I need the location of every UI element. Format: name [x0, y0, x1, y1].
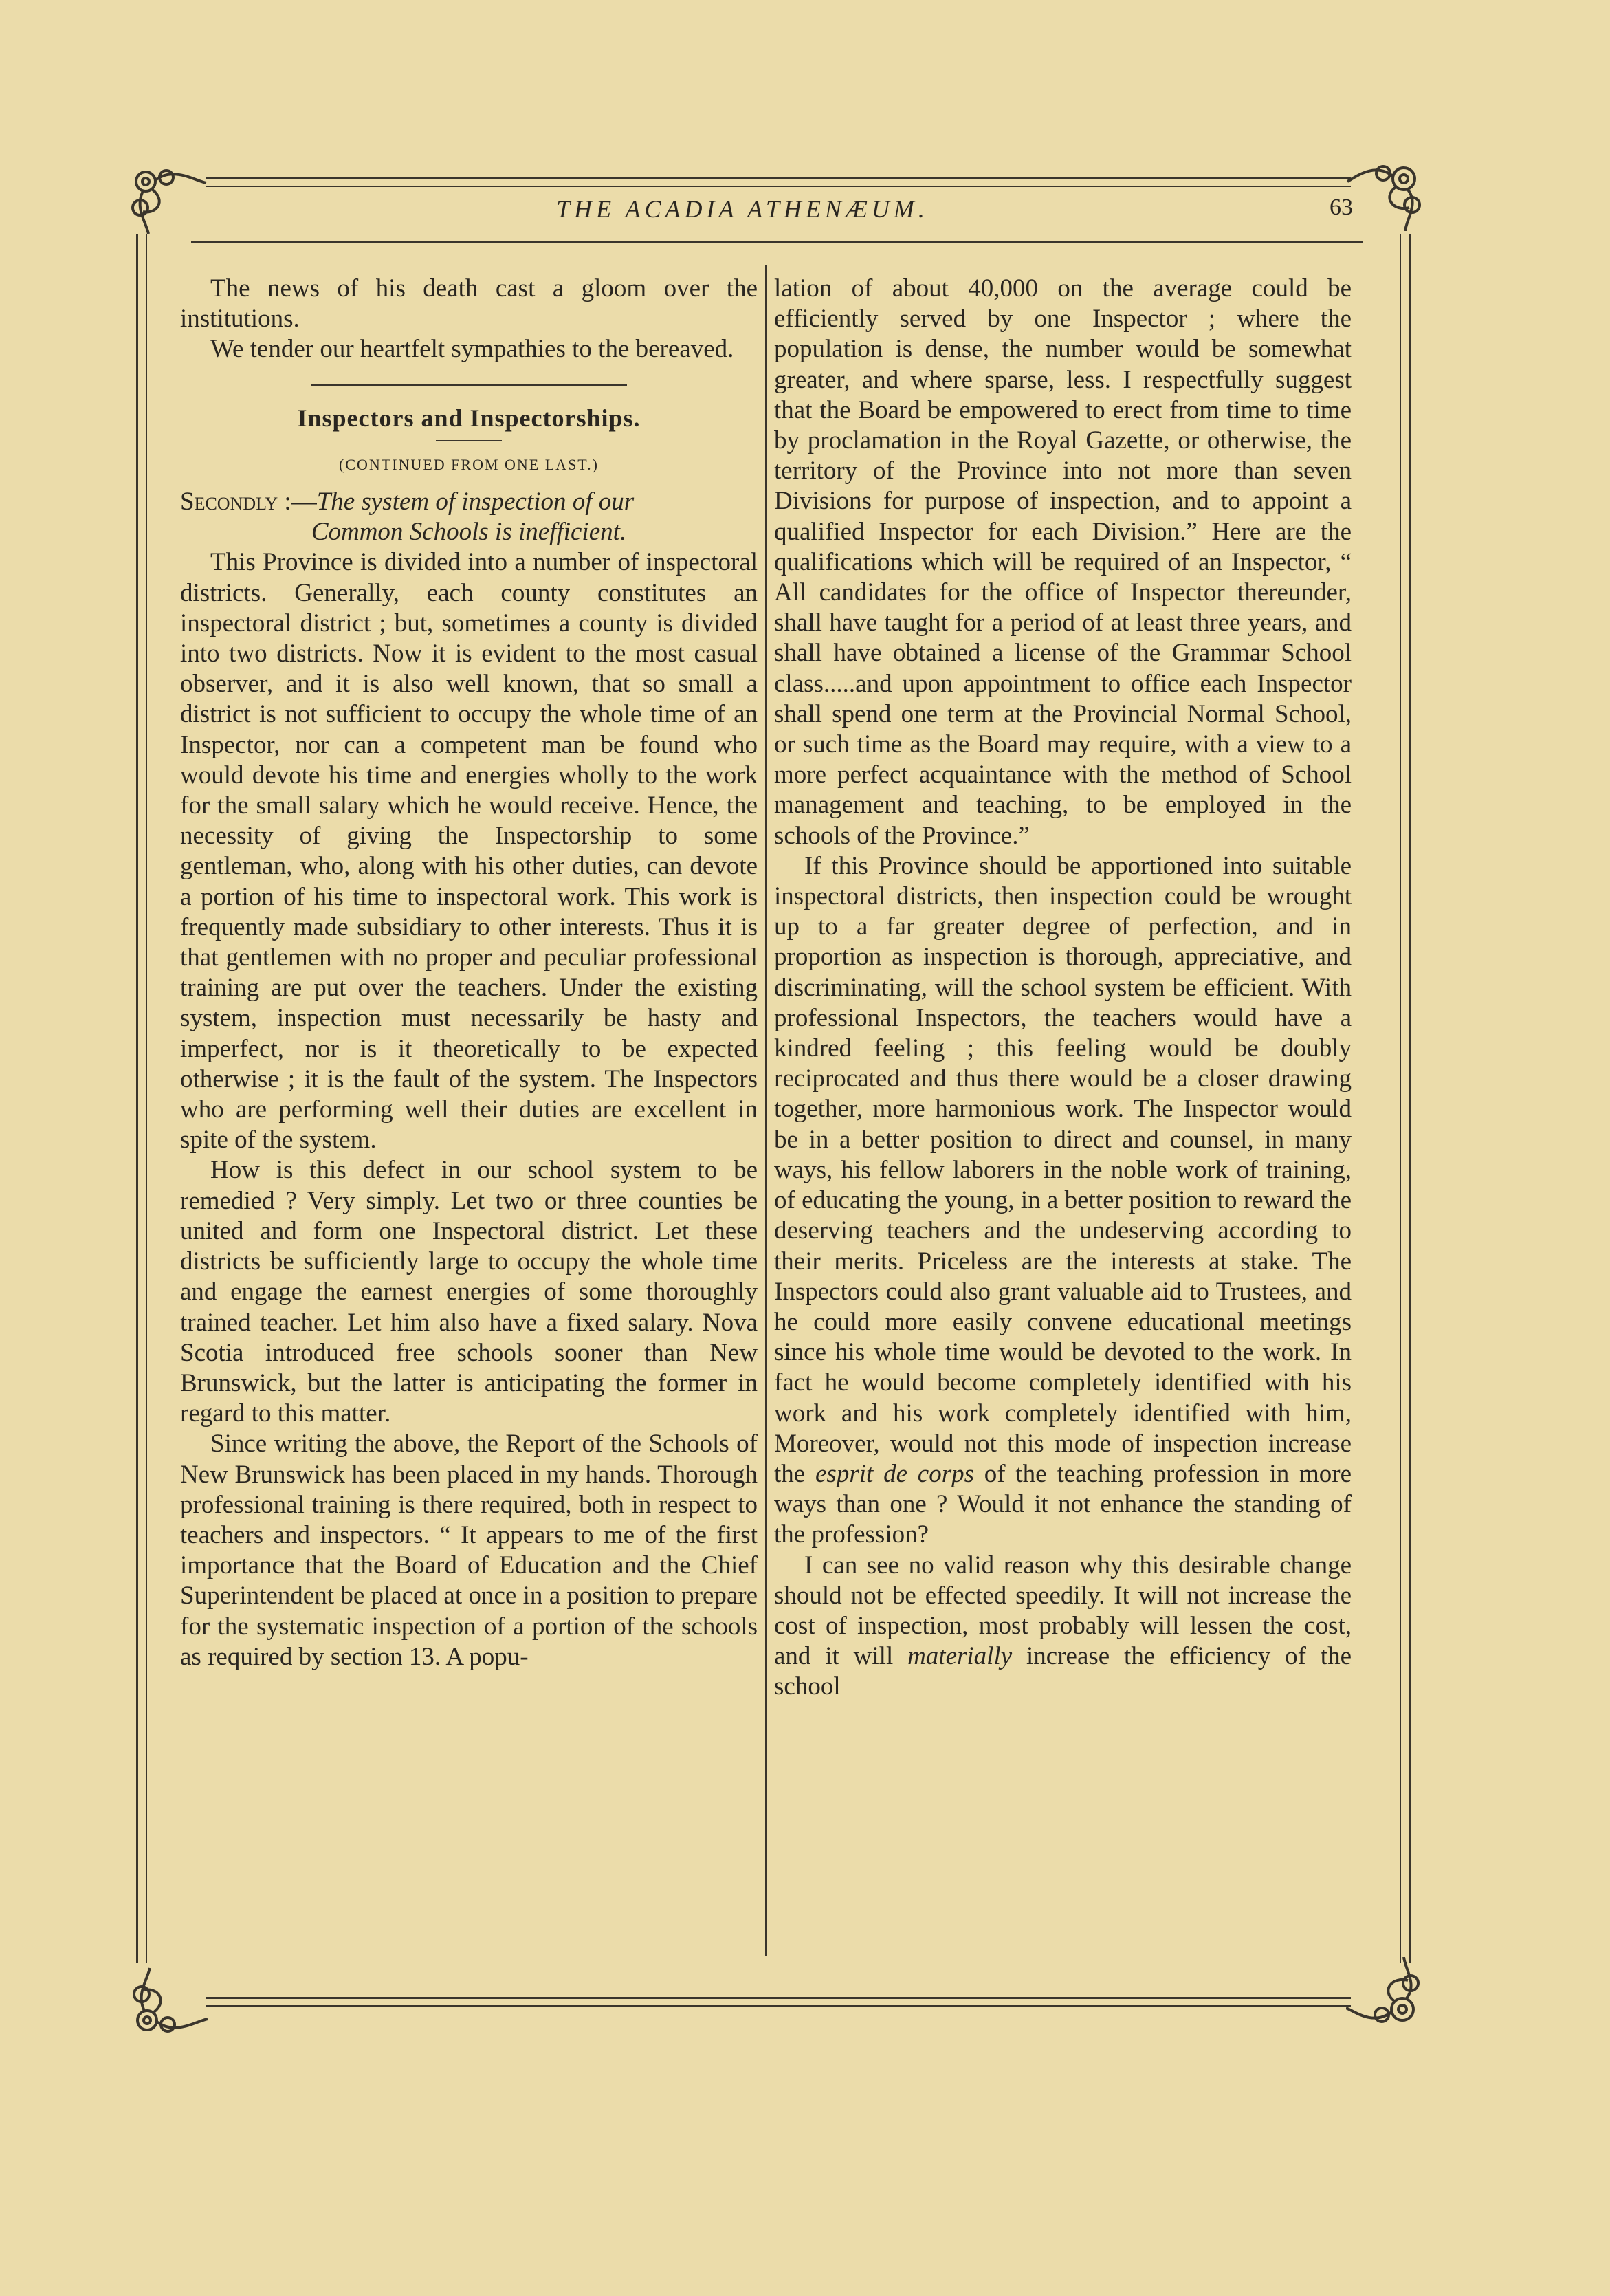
left-column: [180, 274, 758, 1958]
bottom-border-rule-outer: [206, 1997, 1351, 1999]
right-paragraph-2-start: If this Province should be apportioned into suitable inspectoral districts, then inspection could be wrought up to a far greater degree of perfection, and in proportion as inspection is thorough, appreciative, and discriminating, will the school system be efficient. With professional Inspectors, the teachers would have a kindred feeling ; this feeling would be doubly reciprocated and thus there would be a closer drawing together, more harmonious work. The Inspector would be in a better position to direct and counsel, in many ways, his fellow laborers in the noble work of training, of educating the young, in a better position to reward the deserving teachers and the undeserving according to their merits. Priceless are the interests at stake. The Inspectors could also grant valuable aid to Trustees, and he could more easily convene educational meetings since his whole time would be devoted to the work. In fact he would become completely identified with his work and his work completely identified with him, Moreover, would not this mode of inspection increase the: [774, 851, 1352, 1488]
obituary-paragraph-2: We tender our heartfelt sympathies to the bereaved.: [210, 335, 734, 364]
page-number: 63: [1330, 195, 1353, 220]
secondly-italic-line-1: The system of inspection of our: [316, 488, 635, 516]
right-paragraph-3-italic: materially: [907, 1642, 1013, 1671]
article-title: Inspectors and Inspectorships.: [297, 404, 641, 432]
left-border-rule-outer: [136, 234, 138, 1963]
section-separator-rule: [311, 384, 627, 386]
left-paragraph-1: This Province is divided into a number of inspectoral districts. Generally, each county constitutes an inspectoral district ; but, sometimes a county is divided into two districts. Now it is evident to the most casual observer, and it is also well known, that so small a district is not sufficient to occupy the whole time of an Inspector, nor can a competent man be found who would devote his time and energies wholly to the work for the small salary which he would receive. Hence, the necessity of giving the Inspectorship to some gentleman, who, along with his other duties, can devote a portion of his time to inspectoral work. This work is frequently made subsidiary to other interests. Thus it is that gentlemen with no proper and peculiar professional training are put over the teachers. Under the existing system, inspection must necessarily be hasty and imperfect, nor is it theoretically to be expected otherwise ; it is the fault of the system. The Inspectors who are performing well their duties are excellent in spite of the system.: [180, 548, 758, 1155]
header-underline-rule: [191, 241, 1363, 243]
corner-ornament-bottom-right: [1346, 1957, 1429, 2033]
secondly-italic-line-2: Common Schools is inefficient.: [311, 518, 627, 547]
left-border-rule-inner: [146, 234, 147, 1963]
bottom-border-rule-inner: [206, 2005, 1351, 2007]
right-paragraph-3: [774, 1551, 1352, 1703]
right-paragraph-2-italic: esprit de corps: [815, 1459, 974, 1488]
left-paragraph-2: How is this defect in our school system to be remedied ? Very simply. Let two or three counties be united and form one Inspectoral district. Let these districts be sufficiently large to occupy the whole time and engage the earnest energies of some thoroughly trained teacher. Let him also have a fixed salary. Nova Scotia introduced free schools sooner than New Brunswick, but the latter is anticipating the former in regard to this matter.: [180, 1156, 758, 1428]
title-short-rule: [436, 440, 502, 441]
right-paragraph-3-end: increase the efficiency of the school: [774, 1642, 1352, 1701]
corner-ornament-top-right: [1347, 155, 1430, 231]
right-paragraph-2: [774, 851, 1352, 1551]
right-paragraph-2-end: of the teaching profession in more ways than one ? Would it not enhance the standing of the profession?: [774, 1459, 1352, 1549]
continued-note: (CONTINUED FROM ONE LAST.): [339, 455, 599, 473]
secondly-lead: Secondly :—: [180, 488, 317, 516]
obituary-paragraph-1: The news of his death cast a gloom over the institutions.: [180, 274, 758, 334]
corner-ornament-bottom-left: [126, 1967, 209, 2042]
right-border-rule-inner: [1400, 234, 1401, 1963]
top-border-rule-inner: [206, 186, 1351, 187]
right-paragraph-3-start: I can see no valid reason why this desirable change should not be effected speedily. It will not increase the cost of inspection, most probably will lessen the cost, and it will: [774, 1551, 1352, 1671]
right-paragraph-1: lation of about 40,000 on the average could be efficiently served by one Inspector ; where the population is dense, the number would be somewhat greater, and where sparse, less. I respectfully suggest that the Board be empowered to erect from time to time by proclamation in the Royal Gazette, or otherwise, the territory of the Province into not more than seven Divisions for purpose of inspection, and to appoint a qualified Inspector for each Division.” Here are the qualifications which will be required of an Inspector, “ All candidates for the office of Inspector thereunder, shall have taught for a period of at least three years, and shall have obtained a license of the Grammar School class.....and upon appointment to office each Inspector shall spend one term at the Provincial Normal School, or such time as the Board may require, with a view to a more perfect acquaintance with the method of School management and teaching, to be employed in the schools of the Province.”: [774, 274, 1352, 850]
left-paragraph-3: Since writing the above, the Report of the Schools of New Brunswick has been placed in my hands. Thorough professional training is there required, both in respect to teachers and inspectors. “ It appears to me of the first importance that the Board of Education and the Chief Superintendent be placed at once in a position to prepare for the systematic inspection of a portion of the schools as required by section 13. A popu-: [180, 1430, 758, 1671]
column-divider: [765, 265, 767, 1956]
corner-ornament-top-left: [125, 160, 208, 235]
right-border-rule-outer: [1409, 234, 1411, 1963]
top-border-rule-outer: [206, 177, 1351, 179]
secondly-heading: [180, 487, 758, 547]
journal-title: THE ACADIA ATHENÆUM.: [556, 195, 929, 223]
right-column: [774, 274, 1352, 1958]
